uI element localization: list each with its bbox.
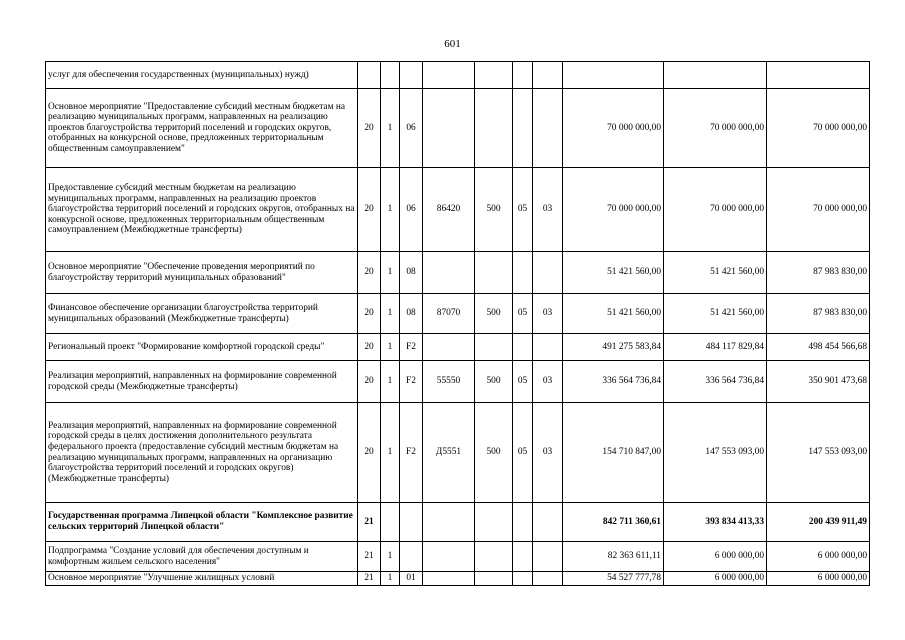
amount-year-2: 51 421 560,00: [664, 252, 767, 294]
expense-type-code: [475, 334, 513, 361]
section-code: [513, 62, 533, 89]
amount-year-3: [767, 62, 870, 89]
direction-code: 87070: [423, 294, 475, 334]
direction-code: [423, 334, 475, 361]
amount-year-3: 87 983 830,00: [767, 294, 870, 334]
main-measure-code: F2: [400, 334, 423, 361]
subprogram-code: 1: [381, 403, 400, 503]
main-measure-code: 08: [400, 252, 423, 294]
gp-code: 20: [358, 334, 381, 361]
subprogram-code: 1: [381, 294, 400, 334]
expense-type-code: 500: [475, 361, 513, 403]
main-measure-code: F2: [400, 361, 423, 403]
row-name: Основное мероприятие "Обеспечение проведения мероприятий по благоустройству территорий муниципальных образований": [46, 252, 358, 294]
table-row: [46, 334, 870, 361]
subsection-code: [533, 503, 563, 542]
page-number: 601: [444, 38, 461, 50]
direction-code: Д5551: [423, 403, 475, 503]
direction-code: [423, 89, 475, 168]
direction-code: [423, 62, 475, 89]
main-measure-code: 01: [400, 572, 423, 586]
amount-year-3: 87 983 830,00: [767, 252, 870, 294]
amount-year-3: 498 454 566,68: [767, 334, 870, 361]
amount-year-1: 70 000 000,00: [563, 89, 664, 168]
amount-year-3: 70 000 000,00: [767, 168, 870, 252]
section-code: [513, 252, 533, 294]
expense-type-code: 500: [475, 168, 513, 252]
direction-code: [423, 252, 475, 294]
section-code: [513, 572, 533, 586]
gp-code: 21: [358, 572, 381, 586]
table-row: [46, 503, 870, 542]
row-name: Реализация мероприятий, направленных на формирование современной городской среды в целях достижения дополнительного результата федерального проекта (предоставление субсидий местным бюджетам на реализацию муниципальных программ, направленных на организацию благоустройства территорий поселений и городских округов) (Межбюджетные трансферты): [46, 403, 358, 503]
main-measure-code: [400, 542, 423, 572]
subprogram-code: 1: [381, 168, 400, 252]
subprogram-code: 1: [381, 334, 400, 361]
amount-year-1: 842 711 360,61: [563, 503, 664, 542]
row-name: Подпрограмма "Создание условий для обеспечения доступным и комфортным жильем сельского населения": [46, 542, 358, 572]
gp-code: 20: [358, 294, 381, 334]
main-measure-code: [400, 503, 423, 542]
subsection-code: [533, 62, 563, 89]
main-measure-code: 08: [400, 294, 423, 334]
amount-year-2: 484 117 829,84: [664, 334, 767, 361]
amount-year-3: 6 000 000,00: [767, 542, 870, 572]
gp-code: 21: [358, 542, 381, 572]
amount-year-2: 70 000 000,00: [664, 168, 767, 252]
table-row: [46, 361, 870, 403]
subsection-code: 03: [533, 168, 563, 252]
section-code: [513, 334, 533, 361]
main-measure-code: F2: [400, 403, 423, 503]
subprogram-code: 1: [381, 89, 400, 168]
expense-type-code: 500: [475, 403, 513, 503]
section-code: 05: [513, 294, 533, 334]
table-row: [46, 542, 870, 572]
direction-code: [423, 572, 475, 586]
amount-year-2: 70 000 000,00: [664, 89, 767, 168]
subprogram-code: 1: [381, 572, 400, 586]
amount-year-3: 70 000 000,00: [767, 89, 870, 168]
amount-year-1: [563, 62, 664, 89]
row-name: Государственная программа Липецкой области "Комплексное развитие сельских территорий Липецкой области": [46, 503, 358, 542]
amount-year-2: 393 834 413,33: [664, 503, 767, 542]
amount-year-2: 336 564 736,84: [664, 361, 767, 403]
subsection-code: [533, 572, 563, 586]
subsection-code: [533, 252, 563, 294]
subprogram-code: 1: [381, 252, 400, 294]
main-measure-code: 06: [400, 168, 423, 252]
amount-year-2: 51 421 560,00: [664, 294, 767, 334]
amount-year-1: 336 564 736,84: [563, 361, 664, 403]
direction-code: [423, 503, 475, 542]
gp-code: 20: [358, 252, 381, 294]
row-name: Предоставление субсидий местным бюджетам на реализацию муниципальных программ, направленных на реализацию проектов благоустройства территорий поселений и городских округов, отобранных на конкурсной основе, предложенных территориальным общественным самоуправлением (Межбюджетные трансферты): [46, 168, 358, 252]
amount-year-2: 147 553 093,00: [664, 403, 767, 503]
direction-code: [423, 542, 475, 572]
subsection-code: [533, 334, 563, 361]
row-name: Основное мероприятие "Улучшение жилищных условий: [46, 572, 358, 586]
table-row: [46, 89, 870, 168]
amount-year-3: 200 439 911,49: [767, 503, 870, 542]
gp-code: 21: [358, 503, 381, 542]
section-code: [513, 503, 533, 542]
amount-year-2: [664, 62, 767, 89]
amount-year-3: 350 901 473,68: [767, 361, 870, 403]
section-code: 05: [513, 168, 533, 252]
subsection-code: 03: [533, 361, 563, 403]
gp-code: 20: [358, 361, 381, 403]
table-row: [46, 403, 870, 503]
subprogram-code: [381, 62, 400, 89]
expense-type-code: [475, 89, 513, 168]
amount-year-1: 54 527 777,78: [563, 572, 664, 586]
amount-year-1: 491 275 583,84: [563, 334, 664, 361]
main-measure-code: [400, 62, 423, 89]
subprogram-code: 1: [381, 542, 400, 572]
table-row: [46, 294, 870, 334]
subsection-code: 03: [533, 403, 563, 503]
section-code: 05: [513, 361, 533, 403]
amount-year-1: 154 710 847,00: [563, 403, 664, 503]
subprogram-code: 1: [381, 361, 400, 403]
expense-type-code: 500: [475, 294, 513, 334]
gp-code: 20: [358, 168, 381, 252]
amount-year-2: 6 000 000,00: [664, 542, 767, 572]
amount-year-1: 82 363 611,11: [563, 542, 664, 572]
row-name: Реализация мероприятий, направленных на формирование современной городской среды (Межбюджетные трансферты): [46, 361, 358, 403]
subprogram-code: [381, 503, 400, 542]
amount-year-1: 51 421 560,00: [563, 294, 664, 334]
gp-code: 20: [358, 403, 381, 503]
amount-year-1: 70 000 000,00: [563, 168, 664, 252]
expense-type-code: [475, 572, 513, 586]
subsection-code: [533, 89, 563, 168]
table-row: [46, 572, 870, 586]
row-name: услуг для обеспечения государственных (муниципальных) нужд): [46, 62, 358, 89]
budget-table: [45, 61, 870, 586]
amount-year-2: 6 000 000,00: [664, 572, 767, 586]
subsection-code: 03: [533, 294, 563, 334]
section-code: 05: [513, 403, 533, 503]
subsection-code: [533, 542, 563, 572]
row-name: Основное мероприятие "Предоставление субсидий местным бюджетам на реализацию муниципальных программ, направленных на реализацию проектов благоустройства территорий поселений и городских округов, отобранных на конкурсной основе, предложенных территориальным общественным самоуправлением": [46, 89, 358, 168]
direction-code: 55550: [423, 361, 475, 403]
gp-code: [358, 62, 381, 89]
main-measure-code: 06: [400, 89, 423, 168]
table-row: [46, 252, 870, 294]
table-row: [46, 62, 870, 89]
expense-type-code: [475, 62, 513, 89]
amount-year-1: 51 421 560,00: [563, 252, 664, 294]
row-name: Финансовое обеспечение организации благоустройства территорий муниципальных образований (Межбюджетные трансферты): [46, 294, 358, 334]
gp-code: 20: [358, 89, 381, 168]
direction-code: 86420: [423, 168, 475, 252]
section-code: [513, 542, 533, 572]
table-row: [46, 168, 870, 252]
amount-year-3: 6 000 000,00: [767, 572, 870, 586]
section-code: [513, 89, 533, 168]
amount-year-3: 147 553 093,00: [767, 403, 870, 503]
row-name: Региональный проект "Формирование комфортной городской среды": [46, 334, 358, 361]
expense-type-code: [475, 503, 513, 542]
expense-type-code: [475, 252, 513, 294]
expense-type-code: [475, 542, 513, 572]
